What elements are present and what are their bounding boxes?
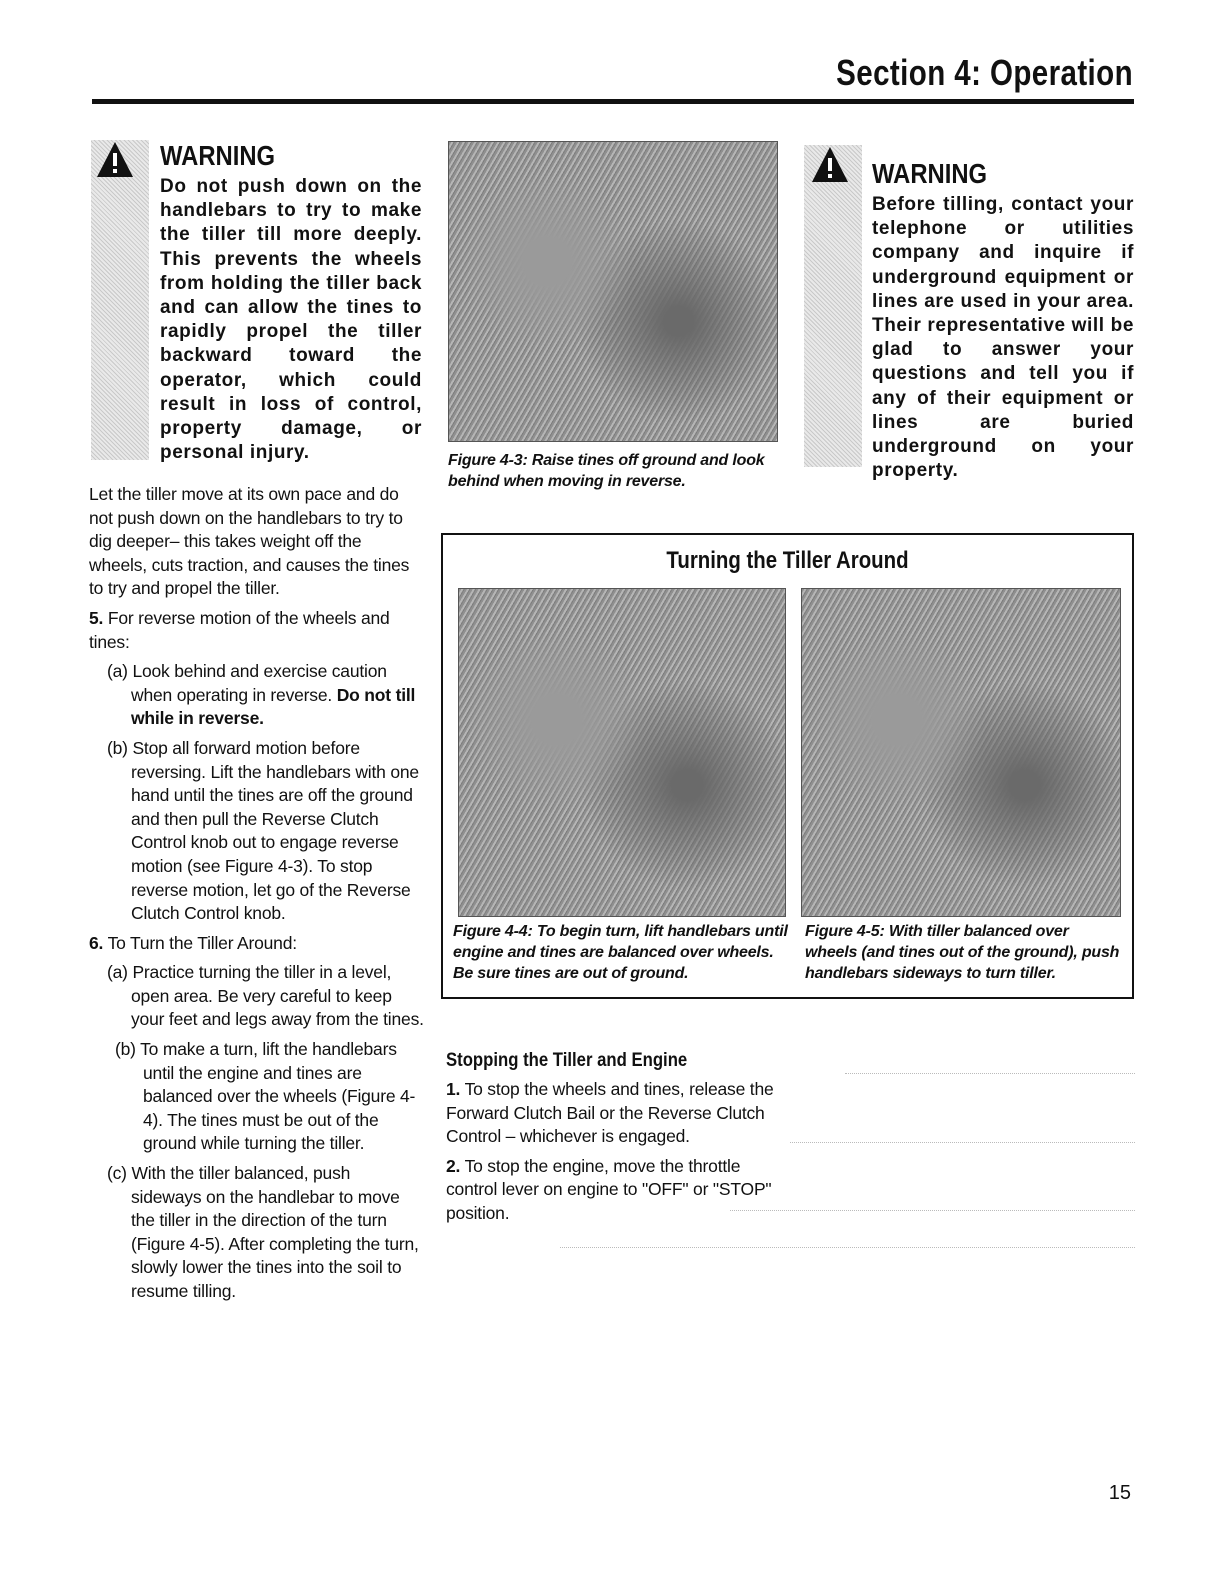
step-number: 5. bbox=[89, 607, 104, 628]
figure-4-3-caption: Figure 4-3: Raise tines off ground and look behind when moving in reverse. bbox=[448, 452, 765, 490]
step-6b: (b) To make a turn, lift the handlebars until the engine and tines are balanced over the wheels (Figure 4-4). The tines must be out of the ground while turning the tiller. bbox=[115, 1039, 416, 1154]
stopping-step-1 bbox=[446, 1078, 776, 1149]
step-5 bbox=[89, 607, 424, 654]
warning-left-text: Do not push down on the handlebars to try to make the tiller till more deeply. This prevents the wheels from holding the tiller back and can allow the tines to rapidly propel the tiller backward toward the operator, which could result in loss of control, property damage, or personal injury. bbox=[160, 176, 422, 464]
warning-left-stripe bbox=[91, 140, 149, 460]
warning-right-stripe bbox=[804, 145, 862, 467]
intro-paragraph: Let the tiller move at its own pace and do not push down on the handlebars to try to dig deeper– this takes weight off the wheels, cuts traction, and causes the tines to try and propel the tiller. bbox=[89, 484, 410, 599]
header-rule bbox=[92, 99, 1134, 104]
step-number: 2. bbox=[446, 1155, 461, 1176]
warning-left-heading: WARNING bbox=[160, 140, 276, 171]
scan-artifact-line bbox=[560, 1247, 1135, 1248]
step-number: 6. bbox=[89, 932, 104, 953]
scan-artifact-line bbox=[845, 1073, 1135, 1074]
figure-4-3-photo bbox=[448, 141, 778, 442]
section-title: Section 4: Operation bbox=[836, 52, 1133, 93]
page-number: 15 bbox=[1108, 1482, 1131, 1504]
step-number: 1. bbox=[446, 1079, 461, 1099]
figure-4-5-photo bbox=[801, 588, 1121, 917]
scan-artifact-line bbox=[790, 1142, 1135, 1143]
turning-box-title: Turning the Tiller Around bbox=[666, 547, 909, 574]
warning-right-text: Before tilling, contact your telephone or utilities company and inquire if underground equipment or lines are used in your area. Their representative will be glad to answer your questions and tell you if any of their equipment or lines are buried underground on your property. bbox=[872, 194, 1134, 482]
step-5a-bold: Do not till while in reverse. bbox=[131, 684, 416, 729]
figure-4-5-caption: Figure 4-5: With tiller balanced over wheels (and tines out of the ground), push handlebars sideways to turn tiller. bbox=[805, 923, 1120, 982]
stopping-steps bbox=[446, 1078, 776, 1232]
step-6c: (c) With the tiller balanced, push sideways on the handlebar to move the tiller in the direction of the turn (Figure 4-5). After completing the turn, slowly lower the tines into the soil to resume tilling. bbox=[107, 1163, 419, 1301]
left-column bbox=[89, 483, 424, 1310]
scan-artifact-line bbox=[730, 1210, 1135, 1211]
stopping-step-2 bbox=[446, 1155, 776, 1226]
warning-right-heading: WARNING bbox=[872, 158, 988, 189]
figure-4-4-photo bbox=[458, 588, 786, 917]
step-5b: (b) Stop all forward motion before reversing. Lift the handlebars with one hand until the tines are off the ground and then pull the Reverse Clutch Control knob out to engage reverse motion (see Figure 4-3). To stop reverse motion, let go of the Reverse Clutch Control knob. bbox=[107, 737, 419, 924]
step-5a bbox=[89, 660, 424, 731]
step-6a: (a) Practice turning the tiller in a level, open area. Be very careful to keep your feet and legs away from the tines. bbox=[107, 962, 424, 1030]
warning-triangle-icon bbox=[810, 145, 850, 185]
step-text: For reverse motion of the wheels and tines: bbox=[89, 607, 390, 652]
turning-box bbox=[441, 533, 1134, 999]
step-6 bbox=[89, 932, 424, 956]
stopping-heading: Stopping the Tiller and Engine bbox=[446, 1050, 688, 1071]
step-text: To Turn the Tiller Around: bbox=[107, 932, 297, 953]
step-text: To stop the wheels and tines, release the Forward Clutch Bail or the Reverse Clutch Control – whichever is engaged. bbox=[446, 1079, 774, 1147]
step-text: To stop the engine, move the throttle control lever on engine to "OFF" or "STOP" position. bbox=[446, 1155, 772, 1223]
figure-4-4-caption: Figure 4-4: To begin turn, lift handlebars until engine and tines are balanced over wheels. Be sure tines are out of ground. bbox=[453, 923, 788, 982]
step-5a-text: (a) Look behind and exercise caution when operating in reverse. bbox=[107, 661, 387, 705]
warning-triangle-icon bbox=[95, 140, 135, 180]
